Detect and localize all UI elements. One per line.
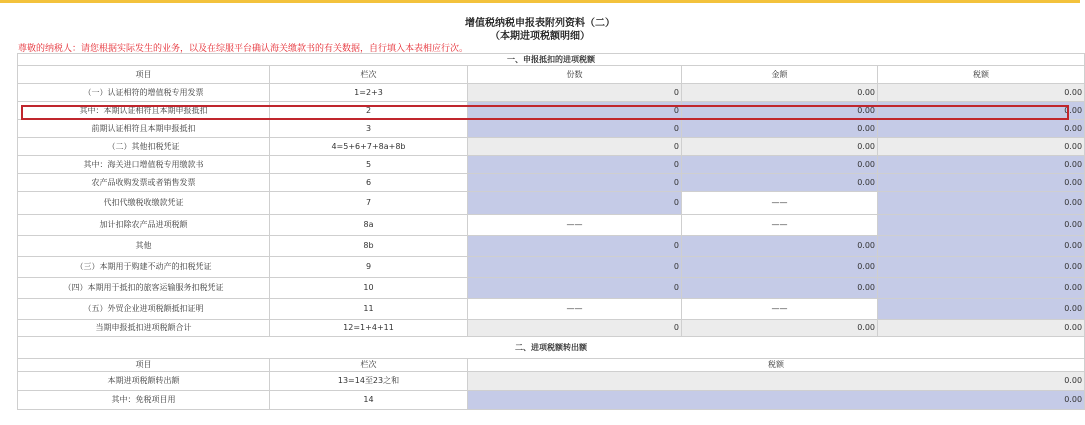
row-label: 其中：海关进口增值税专用缴款书	[18, 156, 270, 174]
tax-input[interactable]: 0.00	[878, 174, 1085, 192]
row-label: 加计扣除农产品进项税额	[18, 215, 270, 236]
page-subtitle: （本期进项税额明细）	[490, 31, 590, 42]
row-label: （五）外贸企业进项税额抵扣证明	[18, 299, 270, 320]
table-row	[18, 174, 1085, 192]
tax-input[interactable]: 0.00	[878, 156, 1085, 174]
table-row	[18, 84, 1085, 102]
count-input[interactable]: 0	[468, 102, 682, 120]
row-col: 10	[270, 278, 468, 299]
row-col: 8a	[270, 215, 468, 236]
tax-input[interactable]: 0.00	[878, 257, 1085, 278]
row-label: 当期申报抵扣进项税额合计	[18, 320, 270, 337]
row-label: 其中：本期认证相符且本期申报抵扣	[18, 102, 270, 120]
table-row	[18, 120, 1085, 138]
row-label: （二）其他扣税凭证	[18, 138, 270, 156]
amount-placeholder: ——	[682, 192, 878, 215]
amount-placeholder: ——	[682, 299, 878, 320]
amount-input[interactable]: 0.00	[682, 236, 878, 257]
header-tax: 税额	[468, 359, 1085, 372]
tax-cell: 0.00	[878, 320, 1085, 337]
table-row-highlighted	[18, 102, 1085, 120]
tax-input[interactable]: 0.00	[878, 192, 1085, 215]
count-input[interactable]: 0	[468, 174, 682, 192]
row-col: 11	[270, 299, 468, 320]
table-row	[18, 156, 1085, 174]
count-input[interactable]: 0	[468, 236, 682, 257]
table-row-total	[18, 320, 1085, 337]
column-header-row	[18, 359, 1085, 372]
row-col: 5	[270, 156, 468, 174]
row-col: 9	[270, 257, 468, 278]
header-count: 份数	[468, 66, 682, 84]
row-label: 其中：免税项目用	[18, 391, 270, 410]
row-label: 代扣代缴税收缴款凭证	[18, 192, 270, 215]
section2-title: 二、进项税额转出额	[18, 337, 1085, 359]
count-input[interactable]: 0	[468, 278, 682, 299]
row-col: 8b	[270, 236, 468, 257]
amount-input[interactable]: 0.00	[682, 278, 878, 299]
input-tax-table	[17, 53, 1085, 410]
count-input[interactable]: 0	[468, 257, 682, 278]
row-label: 前期认证相符且本期申报抵扣	[18, 120, 270, 138]
tax-input[interactable]: 0.00	[468, 391, 1085, 410]
count-cell: 0	[468, 84, 682, 102]
row-label: （三）本期用于购建不动产的扣税凭证	[18, 257, 270, 278]
row-label: （四）本期用于抵扣的旅客运输服务扣税凭证	[18, 278, 270, 299]
tax-input[interactable]: 0.00	[878, 299, 1085, 320]
header-tax: 税额	[878, 66, 1085, 84]
table-row	[18, 391, 1085, 410]
header-col: 栏次	[270, 66, 468, 84]
tax-cell: 0.00	[878, 138, 1085, 156]
count-cell: 0	[468, 138, 682, 156]
header-amount: 金额	[682, 66, 878, 84]
page-title: 增值税纳税申报表附列资料（二）	[465, 18, 615, 29]
table-row	[18, 299, 1085, 320]
section-header-row	[18, 337, 1085, 359]
header-item: 项目	[18, 66, 270, 84]
amount-cell: 0.00	[682, 84, 878, 102]
count-input[interactable]: 0	[468, 120, 682, 138]
table-row	[18, 138, 1085, 156]
count-input[interactable]: 0	[468, 192, 682, 215]
tax-input[interactable]: 0.00	[878, 236, 1085, 257]
header-item: 项目	[18, 359, 270, 372]
row-col: 13=14至23之和	[270, 372, 468, 391]
row-col: 2	[270, 102, 468, 120]
table-row	[18, 192, 1085, 215]
row-col: 6	[270, 174, 468, 192]
notice-text: 尊敬的纳税人：请您根据实际发生的业务，以及在综服平台确认海关缴款书的有关数据，自行填入本表相应行次。	[18, 44, 469, 54]
amount-input[interactable]: 0.00	[682, 156, 878, 174]
section-header-row	[18, 54, 1085, 66]
table-row	[18, 278, 1085, 299]
table-row	[18, 215, 1085, 236]
amount-placeholder: ——	[682, 215, 878, 236]
row-label: 其他	[18, 236, 270, 257]
tax-input[interactable]: 0.00	[878, 215, 1085, 236]
amount-cell: 0.00	[682, 320, 878, 337]
amount-cell: 0.00	[682, 138, 878, 156]
amount-input[interactable]: 0.00	[682, 102, 878, 120]
tax-input[interactable]: 0.00	[878, 278, 1085, 299]
top-accent-line	[0, 0, 1080, 3]
tax-input[interactable]: 0.00	[878, 102, 1085, 120]
row-col: 4=5+6+7+8a+8b	[270, 138, 468, 156]
column-header-row	[18, 66, 1085, 84]
count-placeholder: ——	[468, 299, 682, 320]
count-placeholder: ——	[468, 215, 682, 236]
tax-cell: 0.00	[468, 372, 1085, 391]
amount-input[interactable]: 0.00	[682, 120, 878, 138]
row-label: 本期进项税额转出额	[18, 372, 270, 391]
count-cell: 0	[468, 320, 682, 337]
row-col: 7	[270, 192, 468, 215]
row-col: 14	[270, 391, 468, 410]
amount-input[interactable]: 0.00	[682, 257, 878, 278]
header-col: 栏次	[270, 359, 468, 372]
table-row	[18, 257, 1085, 278]
row-col: 1=2+3	[270, 84, 468, 102]
table-row	[18, 236, 1085, 257]
amount-input[interactable]: 0.00	[682, 174, 878, 192]
count-input[interactable]: 0	[468, 156, 682, 174]
row-label: （一）认证相符的增值税专用发票	[18, 84, 270, 102]
tax-input[interactable]: 0.00	[878, 120, 1085, 138]
row-col: 12=1+4+11	[270, 320, 468, 337]
table-row	[18, 372, 1085, 391]
row-label: 农产品收购发票或者销售发票	[18, 174, 270, 192]
row-col: 3	[270, 120, 468, 138]
tax-cell: 0.00	[878, 84, 1085, 102]
section1-title: 一、申报抵扣的进项税额	[18, 54, 1085, 66]
